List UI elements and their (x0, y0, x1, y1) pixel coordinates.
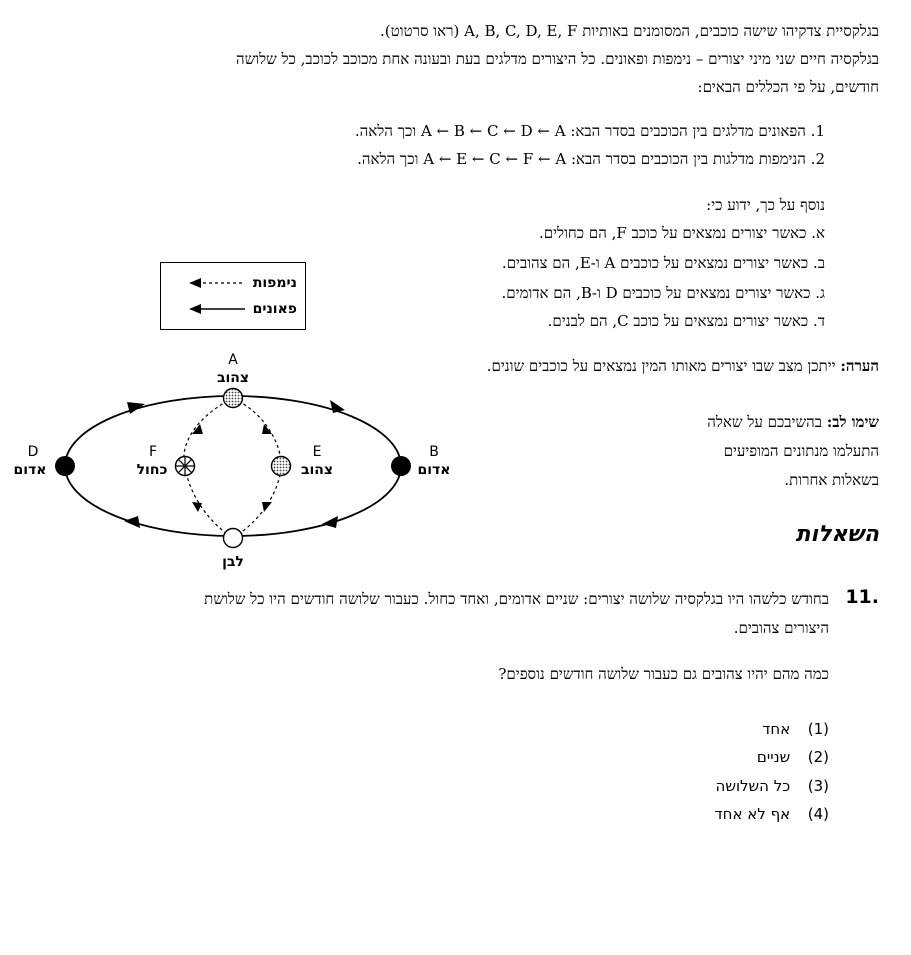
answer-option-3[interactable] (716, 777, 829, 795)
rule-peacocks: 1. הפאונים מדלגים בין הכוכבים בסדר הבא: A ← B ← C ← D ← A וכך הלאה. (354, 122, 825, 140)
option-text: שניים (756, 748, 791, 766)
attention-line-2: התעלמו מנתונים המופיעים (723, 442, 879, 460)
rule-nymphs: 2. הנימפות מדלגות בין הכוכבים בסדר הבא: A ← E ← C ← F ← A וכך הלאה. (357, 150, 825, 168)
fact-item: א. כאשר יצורים נמצאים על כוכב F, הם כחולים. (539, 224, 825, 242)
fact-item: ד. כאשר יצורים נמצאים על כוכב C, הם לבנים. (547, 312, 825, 330)
star-a-icon (224, 389, 243, 408)
answer-option-4[interactable] (714, 805, 829, 823)
nymph-arrowhead (262, 502, 272, 512)
star-e-color: צהוב (300, 462, 334, 478)
star-d-icon (55, 456, 75, 476)
star-b-color: אדום (417, 462, 451, 478)
option-text: אחד (762, 720, 791, 738)
attention-text-1: בהשיבכם על שאלה (707, 413, 827, 431)
star-f-icon (176, 457, 195, 476)
star-e-letter: E (312, 444, 322, 460)
attention-line-3: בשאלות אחרות. (784, 471, 879, 489)
note-label: הערה: (840, 357, 879, 375)
nymph-arrowhead (192, 502, 202, 512)
facts-heading: נוסף על כך, ידוע כי: (706, 196, 825, 214)
intro-line-2: בגלקסיה חיים שני מיני יצורים – נימפות ופאונים. כל היצורים מדלגים בעת ובעונה אחת מכוכב לכוכב, כל שלושה (236, 50, 879, 68)
note-text: ייתכן מצב שבו יצורים מאותו המין נמצאים על כוכבים שונים. (486, 357, 841, 375)
star-c-color: לבן (222, 554, 244, 570)
intro-line-3: חודשים, על פי הכללים הבאים: (697, 78, 879, 96)
attention-line-1 (707, 413, 879, 432)
peacock-orbit (65, 396, 401, 536)
fact-item: ג. כאשר יצורים נמצאים על כוכבים D ו-B, הם אדומים. (501, 284, 825, 302)
option-number: (1) (807, 720, 829, 738)
star-c-icon (224, 529, 243, 548)
option-number: (2) (807, 748, 829, 766)
legend-nymphs-label: נימפות (252, 275, 297, 291)
question-text-2: היצורים צהובים. (733, 619, 829, 637)
galaxy-diagram (0, 340, 470, 580)
intro-line-1: בגלקסיית צדקיהו שישה כוכבים, המסומנים באותיות A, B, C, D, E, F (ראו סרטוט). (380, 22, 879, 40)
option-number: (3) (807, 777, 829, 795)
note (487, 357, 879, 376)
star-f-letter: F (148, 444, 158, 460)
star-e-icon (272, 457, 291, 476)
star-f-color: כחול (136, 462, 168, 478)
question-number: 11. (845, 586, 879, 608)
star-a-color: צהוב (216, 370, 250, 386)
star-d-color: אדום (13, 462, 47, 478)
peacock-arrowhead (124, 516, 140, 528)
peacock-arrowhead (322, 516, 338, 528)
legend-peacocks (189, 301, 297, 317)
dashed-arrow-icon (189, 277, 247, 289)
nymph-arrowhead (192, 424, 203, 434)
section-title: השאלות (795, 522, 879, 547)
attention-label: שימו לב: (826, 413, 879, 431)
answer-option-2[interactable] (757, 748, 829, 766)
peacock-arrowhead (127, 402, 145, 414)
answer-option-1[interactable] (762, 720, 829, 738)
star-d-letter: D (27, 444, 39, 460)
fact-item: ב. כאשר יצורים נמצאים על כוכבים A ו-E, הם צהובים. (501, 254, 825, 272)
legend-box (160, 262, 306, 330)
option-text: כל השלושה (715, 777, 791, 795)
solid-arrow-icon (189, 303, 247, 315)
question-text-1: בחודש כלשהו היו בגלקסיה שלושה יצורים: שניים אדומים, ואחד כחול. כעבור שלושה חודשים היו כל שלושת (204, 590, 829, 608)
legend-nymphs (189, 275, 297, 291)
option-text: אף לא אחד (714, 805, 791, 823)
option-number: (4) (807, 805, 829, 823)
legend-peacocks-label: פאונים (252, 301, 297, 317)
star-a-letter: A (228, 352, 238, 368)
question-prompt: כמה מהם יהיו צהובים גם כעבור שלושה חודשים נוספים? (498, 665, 829, 683)
star-b-letter: B (429, 444, 439, 460)
star-b-icon (391, 456, 411, 476)
peacock-arrowhead (330, 400, 345, 413)
